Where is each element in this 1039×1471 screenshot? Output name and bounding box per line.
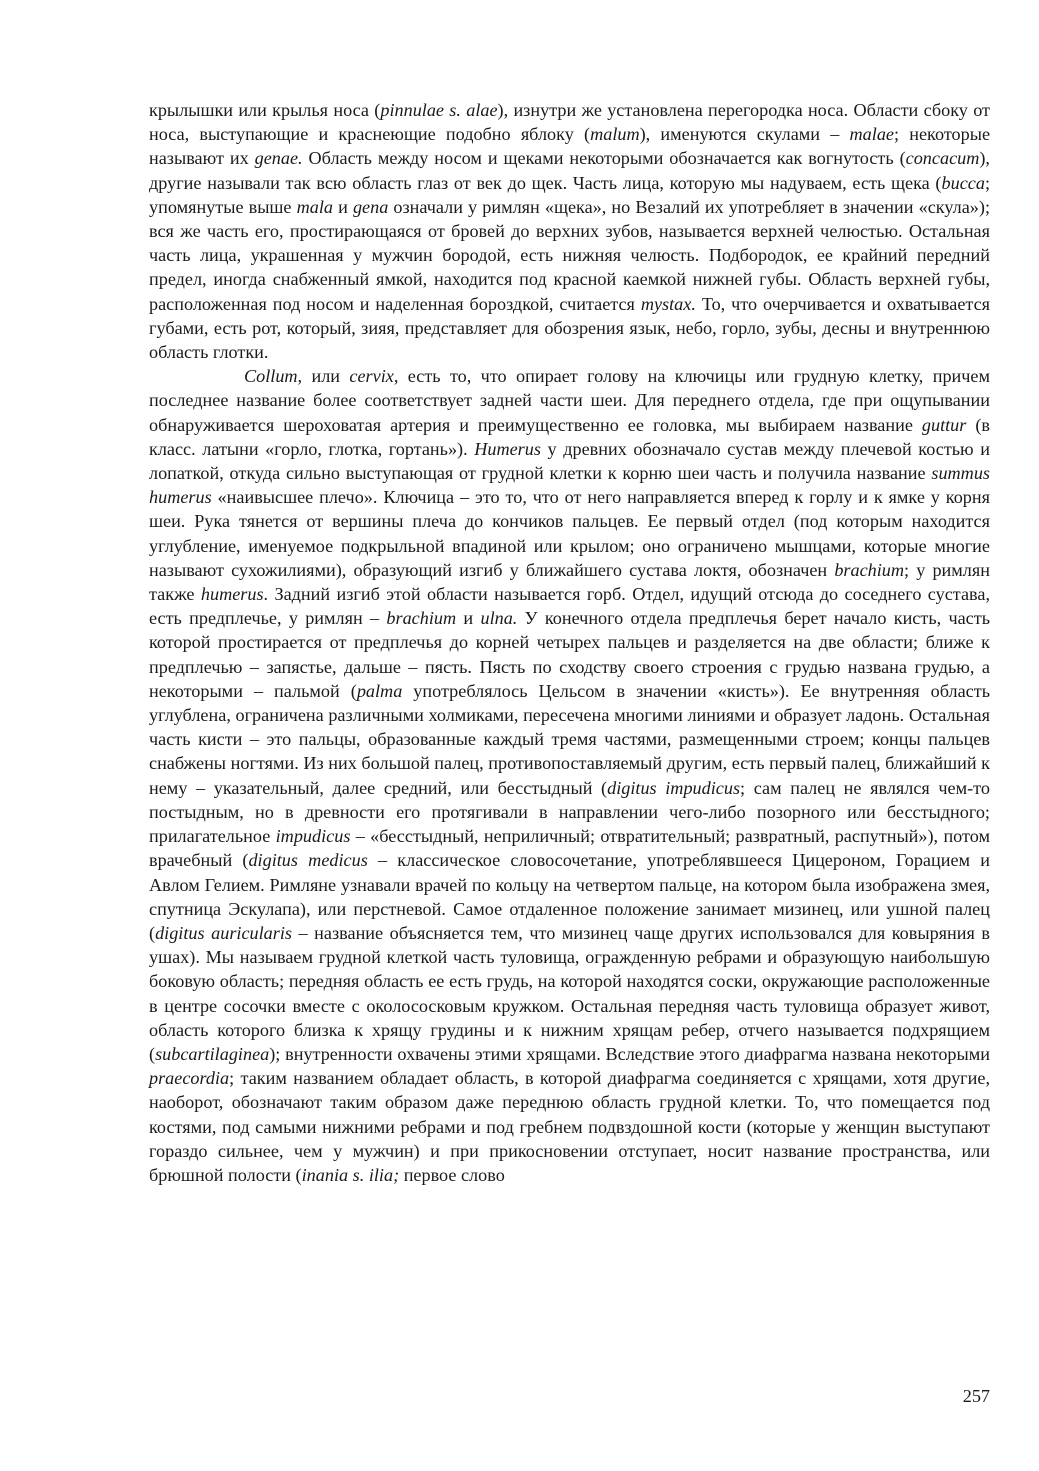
latin-term: Collum, <box>244 366 303 387</box>
text-run: и <box>332 196 353 217</box>
latin-term: pinnulae s. alae <box>380 100 498 120</box>
latin-term: mystax. <box>640 293 696 314</box>
text-run: употреблялось Цельсом в значении «кисть»). Ее внутренняя область углублена, ограничена различными холмиками, пересечена многими линиями и образует ладонь. Остальная часть кисти – это пальцы, образованные каждый тремя частями, размещенными строем; концы пальцев снабжены ногтями. Из них большой палец, противопоставляемый другим, есть первый палец, ближайший к нему – указательный, далее средний, или бесстыдный ( <box>149 680 990 798</box>
text-run: ; упомянутые выше <box>149 172 990 217</box>
latin-term: palma <box>356 680 403 701</box>
latin-term: gena <box>352 196 389 217</box>
text-run: первое слово <box>399 1164 505 1185</box>
text-run: ), другие называли так всю область глаз от век до щек. Часть лица, которую мы надуваем, есть щека ( <box>149 148 990 193</box>
latin-term: malae <box>849 124 894 145</box>
latin-term: praecordia <box>149 1068 230 1089</box>
paragraph-1 <box>149 98 990 364</box>
latin-term: guttur <box>921 414 967 435</box>
latin-term: concacum <box>905 148 980 169</box>
text-run: ; некоторые называют их <box>149 124 991 169</box>
text-run: ), именуются скулами – <box>639 124 850 145</box>
latin-term: malum <box>590 124 640 145</box>
latin-term: genae. <box>254 148 303 169</box>
latin-term: bucca <box>941 172 985 193</box>
text-run: Область между носом и щеками некоторыми обозначается как вогнутость ( <box>302 148 906 169</box>
text-run: у древних обозначало сустав между плечевой костью и лопаткой, откуда сильно выступающая от грудной клетки к корню шеи часть и получила название <box>149 438 990 484</box>
text-run: означали у римлян «щека», но Везалий их употребляет в значении «скула»); вся же часть его, простирающаяся от бровей до верхних зубов, называется верхней челюстью. Остальная часть лица, украшенная у мужчин бородой, есть нижняя челюсть. Подбородок, ее крайний передний предел, иногда снабженный ямкой, находится под красной каемкой нижней губы. Область верхней губы, расположенная под носом и наделенная бороздкой, считается <box>149 196 991 314</box>
latin-term: digitus auricularis <box>155 922 292 943</box>
page-number: 257 <box>962 1386 990 1406</box>
latin-term: impudicus <box>275 826 351 847</box>
paragraph-2 <box>149 364 990 1187</box>
text-run: крылышки или крылья носа ( <box>149 100 381 120</box>
text-run: – название объясняется тем, что мизинец чаще других использовался для ковыряния в ушах). Мы называем грудной клеткой часть туловища, огражденную ребрами и образующую наибольшую боковую область; передняя область ее есть грудь, на которой находятся соски, окружающие расположенные в центре сосочки вместе с околососковым кружком. Остальная передняя часть туловища образует живот, область которого близка к хрящу грудины и к нижним хрящам ребер, отчего называется подхрящием ( <box>149 922 991 1064</box>
latin-term: ulna. <box>480 608 518 629</box>
latin-term: mala <box>296 196 333 217</box>
text-run: – «бесстыдный, неприличный; отвратительный; развратный, распутный»), потом врачебный ( <box>149 826 990 871</box>
text-run: ), изнутри же установлена перегородка носа. Области сбоку от носа, выступающие и краснеющие подобно яблоку ( <box>149 100 990 145</box>
latin-term: brachium <box>386 608 457 629</box>
text-run: (в класс. латыни «горло, глотка, гортань»). <box>149 414 990 459</box>
text-run: или <box>302 366 350 387</box>
latin-term: Humerus <box>474 438 541 459</box>
latin-term: digitus medicus <box>248 850 368 871</box>
latin-term: subcartilaginea <box>155 1043 270 1064</box>
latin-term: humerus <box>200 584 264 605</box>
text-run: То, что очерчивается и охватывается губами, есть рот, который, зияя, представляет для обозрения язык, небо, горло, зубы, десны и внутреннюю область глотки. <box>149 293 991 363</box>
text-run: . Задний изгиб этой области называется горб. Отдел, идущий отсюда до соседнего сустава, есть предплечье, у римлян – <box>149 584 990 629</box>
page-body <box>149 98 990 1187</box>
latin-term: brachium <box>834 559 905 580</box>
text-run: ); внутренности охвачены этими хрящами. Вследствие этого диафрагма названа некоторыми <box>269 1043 990 1064</box>
latin-term: digitus impudicus <box>607 777 741 798</box>
text-run: «наивысшее плечо». Ключица – это то, что от него направляется вперед к горлу и к ямке у корня шеи. Рука тянется от вершины плеча до кончиков пальцев. Ее первый отдел (под которым находится углубление, именуемое подкрыльной впадиной или крылом; оно ограничено мышцами, которые многие называют сухожилиями), образующий изгиб у ближайшего сустава локтя, обозначен <box>149 487 990 580</box>
text-run: ; у римлян также <box>149 559 990 605</box>
text-run: и <box>456 608 481 629</box>
latin-term: summus humerus <box>149 463 990 508</box>
text-run: У конечного отдела предплечья берет начало кисть, часть которой простирается от предплечья до корней четырех пальцев и разделяется на две области; ближе к предплечью – запястье, дальше – пясть. Пясть по сходству своего строения с грудью названа грудью, а некоторыми – пальмой ( <box>149 608 990 701</box>
text-run: , есть то, что опирает голову на ключицы или грудную клетку, причем последнее название более соответствует задней части шеи. Для переднего отдела, где при ощупывании обнаруживается шероховатая артерия и преимущественно ее головка, мы выбираем название <box>149 366 990 435</box>
text-run: – классическое словосочетание, употреблявшееся Цицероном, Горацием и Авлом Гелием. Римляне узнавали врачей по кольцу на четвертом пальце, на котором была изображена змея, спутница Эскулапа), или перстневой. Самое отдаленное положение занимает мизинец, или ушной палец ( <box>149 850 990 943</box>
text-run: ; сам палец не являлся чем-то постыдным, но в древности его протягивали в направлении чего-либо позорного или бесстыдного; прилагательное <box>149 777 990 847</box>
text-run: ; таким названием обладает область, в которой диафрагма соединяется с хрящами, хотя другие, наоборот, обозначают таким образом даже переднюю область грудной клетки. То, что помещается под костями, под самыми нижними ребрами и под гребнем подвздошной кости (которые у женщин выступают гораздо сильнее, чем у мужчин) и при прикосновении отступает, носит название пространства, или брюшной полости ( <box>149 1068 990 1185</box>
latin-term: inania s. ilia; <box>301 1164 400 1185</box>
latin-term: cervix <box>349 366 394 387</box>
